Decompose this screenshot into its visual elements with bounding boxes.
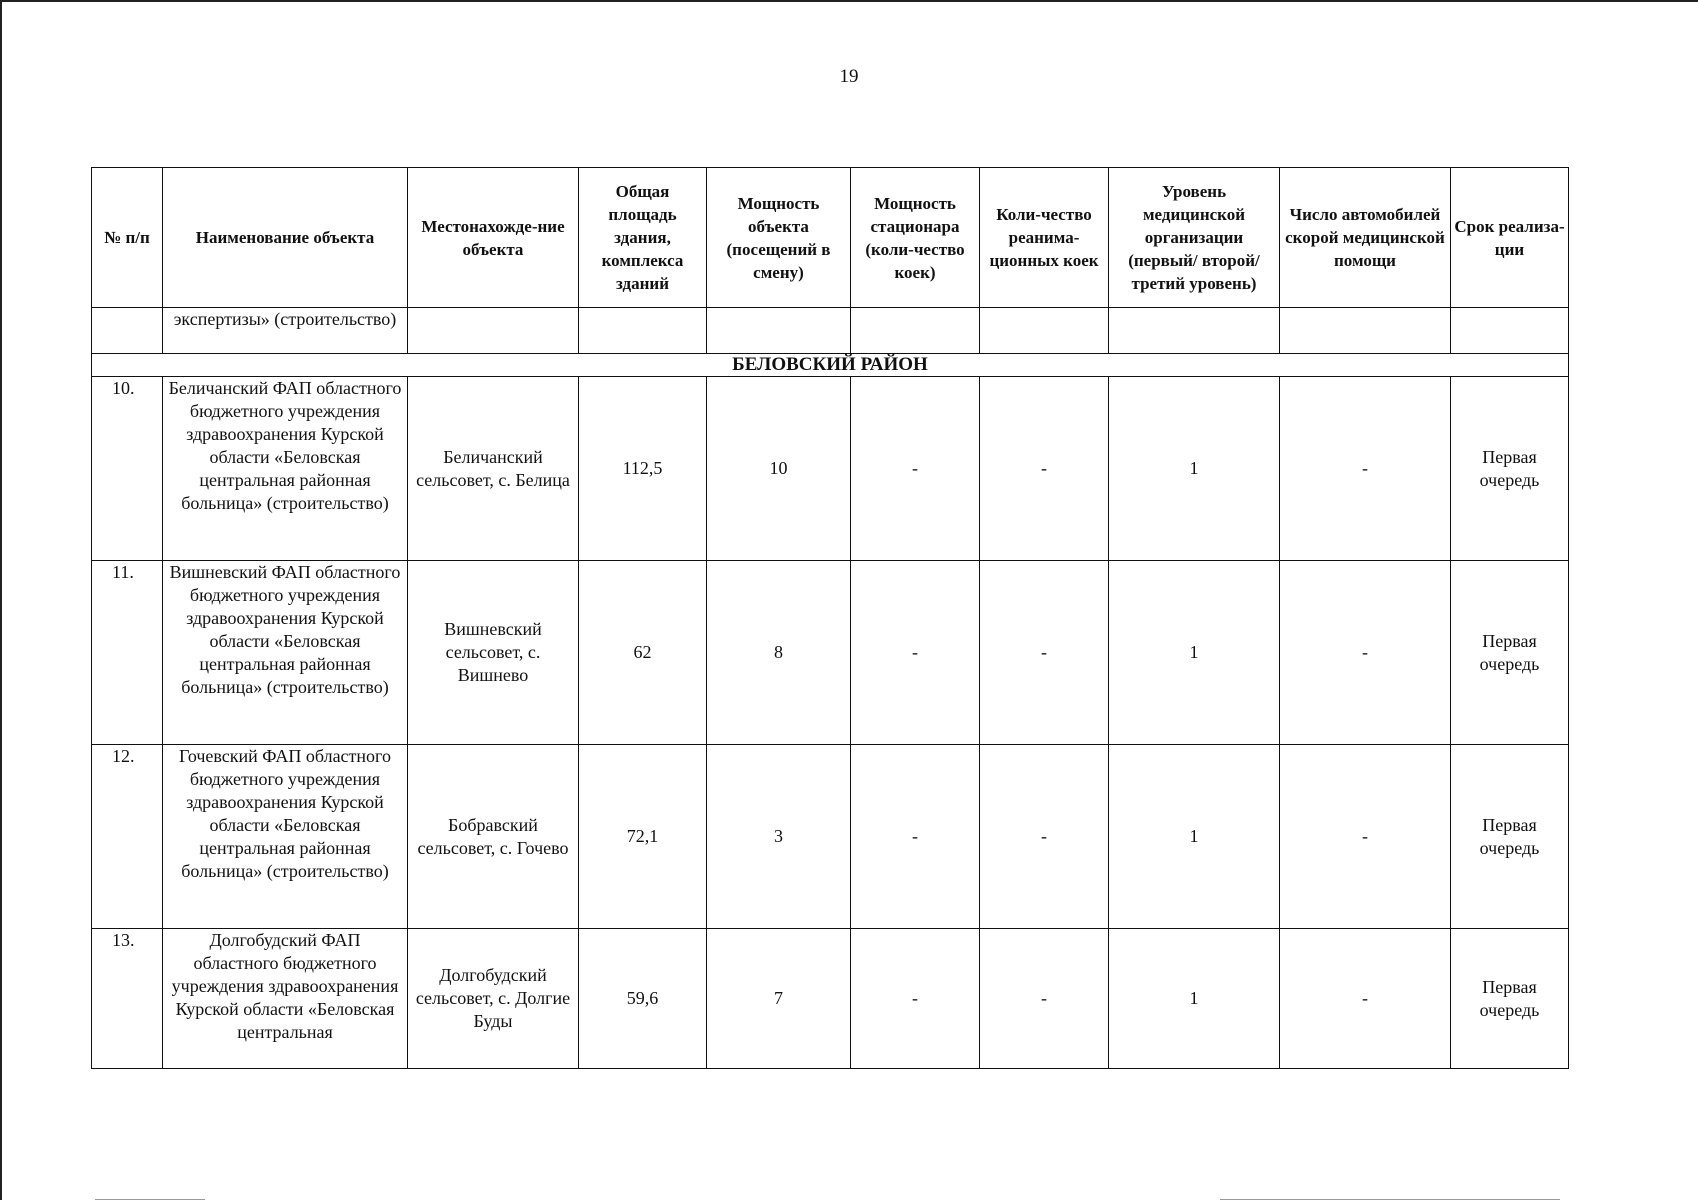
row-location: Бобравский сельсовет, с. Гочево	[408, 745, 579, 929]
row-term: Первая очередь	[1451, 561, 1569, 745]
header-num: № п/п	[92, 168, 163, 308]
row-icu-beds: -	[980, 561, 1109, 745]
table-row	[92, 377, 1569, 561]
row-level: 1	[1109, 745, 1280, 929]
row-icu-beds: -	[980, 929, 1109, 1069]
header-level: Уровень медицинской организации (первый/ второй/ третий уровень)	[1109, 168, 1280, 308]
row-name: Долгобудский ФАП областного бюджетного учреждения здравоохранения Курской области «Беловская центральная	[163, 929, 408, 1069]
row-term: Первая очередь	[1451, 377, 1569, 561]
row-ambulances: -	[1280, 745, 1451, 929]
row-beds: -	[851, 929, 980, 1069]
table-row	[92, 745, 1569, 929]
table-row	[92, 929, 1569, 1069]
row-term: Первая очередь	[1451, 929, 1569, 1069]
row-area: 112,5	[579, 377, 707, 561]
header-location: Местонахожде-ние объекта	[408, 168, 579, 308]
row-area: 72,1	[579, 745, 707, 929]
row-level: 1	[1109, 929, 1280, 1069]
row-num: 13.	[92, 929, 163, 1069]
header-ambulances: Число автомобилей скорой медицинской помощи	[1280, 168, 1451, 308]
header-beds: Мощность стационара (коли-чество коек)	[851, 168, 980, 308]
continuation-text: экспертизы» (строительство)	[163, 308, 408, 354]
facilities-table	[91, 167, 1569, 1069]
district-title: БЕЛОВСКИЙ РАЙОН	[92, 354, 1569, 377]
header-row	[92, 168, 1569, 308]
district-row	[92, 354, 1569, 377]
row-ambulances: -	[1280, 561, 1451, 745]
row-area: 59,6	[579, 929, 707, 1069]
row-level: 1	[1109, 561, 1280, 745]
row-name: Беличанский ФАП областного бюджетного учреждения здравоохранения Курской области «Беловская центральная районная больница» (строительство)	[163, 377, 408, 561]
header-icu-beds: Коли-чество реанима-ционных коек	[980, 168, 1109, 308]
scan-edge-top	[0, 0, 1698, 2]
continuation-row	[92, 308, 1569, 354]
row-num: 12.	[92, 745, 163, 929]
row-name: Вишневский ФАП областного бюджетного учреждения здравоохранения Курской области «Беловская центральная районная больница» (строительство)	[163, 561, 408, 745]
row-name: Гочевский ФАП областного бюджетного учреждения здравоохранения Курской области «Беловская центральная районная больница» (строительство)	[163, 745, 408, 929]
scan-edge-left	[0, 0, 2, 1200]
row-capacity: 8	[707, 561, 851, 745]
page-number: 19	[839, 66, 859, 87]
header-area: Общая площадь здания, комплекса зданий	[579, 168, 707, 308]
row-ambulances: -	[1280, 929, 1451, 1069]
row-term: Первая очередь	[1451, 745, 1569, 929]
row-location: Долгобудский сельсовет, с. Долгие Буды	[408, 929, 579, 1069]
row-capacity: 7	[707, 929, 851, 1069]
row-capacity: 3	[707, 745, 851, 929]
row-location: Вишневский сельсовет, с. Вишнево	[408, 561, 579, 745]
row-capacity: 10	[707, 377, 851, 561]
header-capacity: Мощность объекта (посещений в смену)	[707, 168, 851, 308]
row-level: 1	[1109, 377, 1280, 561]
row-beds: -	[851, 745, 980, 929]
row-location: Беличанский сельсовет, с. Белица	[408, 377, 579, 561]
row-area: 62	[579, 561, 707, 745]
header-term: Срок реализа-ции	[1451, 168, 1569, 308]
row-icu-beds: -	[980, 377, 1109, 561]
row-num: 10.	[92, 377, 163, 561]
row-beds: -	[851, 561, 980, 745]
table-row	[92, 561, 1569, 745]
row-num: 11.	[92, 561, 163, 745]
row-beds: -	[851, 377, 980, 561]
row-icu-beds: -	[980, 745, 1109, 929]
row-ambulances: -	[1280, 377, 1451, 561]
header-name: Наименование объекта	[163, 168, 408, 308]
